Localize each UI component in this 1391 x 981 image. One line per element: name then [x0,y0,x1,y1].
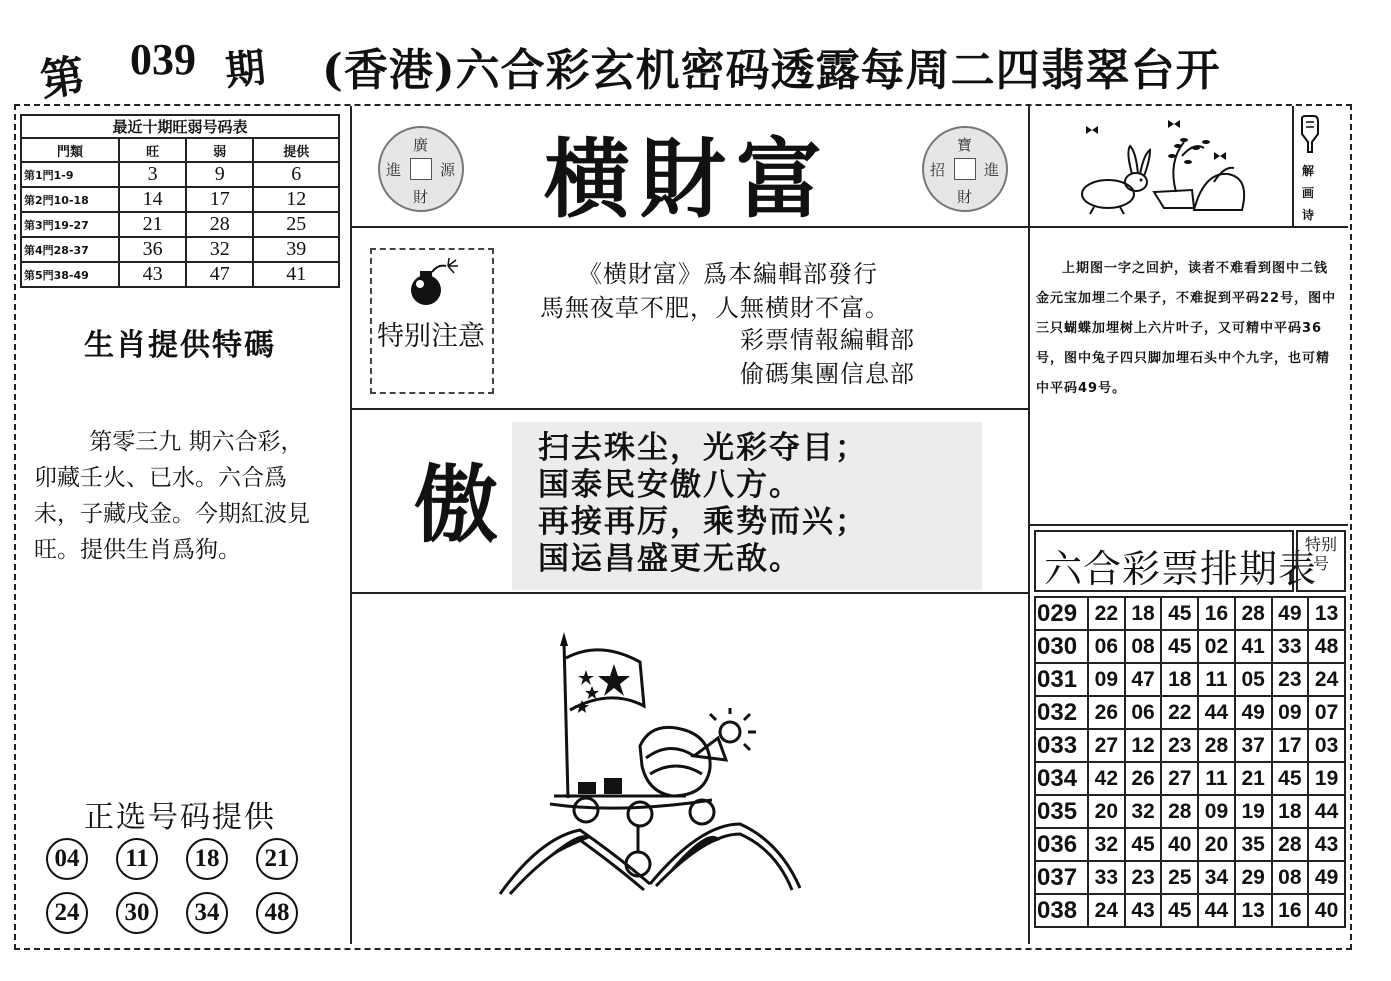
schedule-row [1035,696,1345,729]
number-cell: 08 [1272,861,1309,894]
number-cell: 28 [1198,729,1235,762]
table-row [21,237,339,262]
coin-char: 寶 [957,136,973,154]
column-header: 旺 [119,138,186,162]
special-number-cell: 03 [1308,729,1345,762]
cell-wang: 43 [119,262,186,287]
period-cell: 037 [1035,861,1088,894]
cell-ruo: 28 [186,212,253,237]
number-cell: 28 [1272,828,1309,861]
number-cell: 17 [1272,729,1309,762]
cell-tigong: 25 [253,212,339,237]
number-cell: 13 [1235,894,1272,927]
period-cell: 036 [1035,828,1088,861]
number-cell: 12 [1125,729,1162,762]
number-cell: 11 [1198,663,1235,696]
special-number-cell: 13 [1308,597,1345,630]
number-cell: 23 [1272,663,1309,696]
schedule-title: 六合彩票排期表 [1044,547,1318,591]
schedule-row [1035,762,1345,795]
cell-wang: 36 [119,237,186,262]
number-cell: 18 [1272,795,1309,828]
hot-cold-table [20,114,340,288]
number-cell: 05 [1235,663,1272,696]
schedule-row [1035,861,1345,894]
number-cell: 27 [1161,762,1198,795]
divider-explain [1030,524,1348,526]
column-header: 提供 [253,138,339,162]
number-cell: 06 [1125,696,1162,729]
number-cell: 32 [1125,795,1162,828]
number-cell: 35 [1235,828,1272,861]
number-cell: 24 [1088,894,1125,927]
table-row [21,262,339,287]
number-cell: 16 [1272,894,1309,927]
number-cell: 32 [1088,828,1125,861]
number-cell: 45 [1272,762,1309,795]
coin-char: 源 [440,161,456,179]
schedule-row [1035,894,1345,927]
coin-char: 招 [930,161,946,179]
number-cell: 49 [1235,696,1272,729]
schedule-row [1035,630,1345,663]
coin-char: 進 [984,161,1000,179]
zodiac-text: 第零三九 期六合彩，卯藏壬火、已水。六合爲未，子藏戌金。今期紅波見旺。提供生肖爲狗。 [34,429,310,563]
flag-cart-illustration [480,628,820,904]
poem [538,430,868,578]
rabbit-illustration [1064,112,1268,222]
period-cell: 029 [1035,597,1088,630]
number-cell: 18 [1125,597,1162,630]
number-cell: 02 [1198,630,1235,663]
poem-picture-label: 解画诗 [1301,164,1314,222]
number-cell: 40 [1161,828,1198,861]
cell-wang: 3 [119,162,186,187]
coin-char: 廣 [413,136,429,154]
special-number-cell: 07 [1308,696,1345,729]
zodiac-title: 生肖提供特碼 [84,328,276,363]
schedule-row [1035,663,1345,696]
number-cell: 43 [1125,894,1162,927]
number-cell: 21 [1235,762,1272,795]
row-label: 第1門1-9 [21,162,119,187]
cell-tigong: 6 [253,162,339,187]
special-number-label: 特别号 [1296,530,1346,592]
poem-line: 扫去珠尘，光彩夺目； [538,430,868,466]
number-cell: 09 [1272,696,1309,729]
number-cell: 22 [1088,597,1125,630]
number-ball: 04 [46,838,88,880]
number-cell: 22 [1161,696,1198,729]
poem-line: 再接再厉，乘势而兴； [538,504,868,540]
divider-jie [1292,106,1294,226]
notice-label: 特别注意 [377,321,485,352]
number-cell: 26 [1125,762,1162,795]
number-cell: 33 [1088,861,1125,894]
explanation-text: 上期图一字之回护，读者不难看到图中二钱金元宝加埋二个果子，不难捉到平码22号，图中三只蝴蝶加埋树上六片叶子，又可精中平码36号，图中兔子四只脚加埋石头中个九字，也可精中平码49号。 [1036,261,1337,396]
page-title: (香港)六合彩玄机密码透露每周二四翡翠台开 [322,45,1221,96]
coin-hole [954,158,976,180]
poem-line: 国泰民安傲八方。 [538,467,802,503]
cell-tigong: 39 [253,237,339,262]
number-cell: 09 [1198,795,1235,828]
divider-notice [352,408,1028,410]
period-cell: 038 [1035,894,1088,927]
table-row [21,162,339,187]
period-cell: 035 [1035,795,1088,828]
number-cell: 44 [1198,894,1235,927]
schedule-row [1035,597,1345,630]
number-cell: 11 [1198,762,1235,795]
coin-left [378,126,464,212]
number-cell: 28 [1161,795,1198,828]
cell-tigong: 41 [253,262,339,287]
number-ball: 11 [116,838,158,880]
cell-tigong: 12 [253,187,339,212]
divider-poem [352,592,1028,594]
coin-char: 財 [413,188,429,206]
number-ball: 48 [256,892,298,934]
notice-line: 《横財富》爲本編輯部發行 [578,260,878,288]
column-header: 門類 [21,138,119,162]
issue-prefix: 第 [37,50,88,107]
coin-right [922,126,1008,212]
column-header: 弱 [186,138,253,162]
number-cell: 23 [1125,861,1162,894]
cell-ruo: 47 [186,262,253,287]
schedule-row [1035,795,1345,828]
cell-ruo: 17 [186,187,253,212]
number-cell: 19 [1235,795,1272,828]
schedule-row [1035,828,1345,861]
notice-line: 馬無夜草不肥，人無横財不富。 [540,294,890,322]
row-label: 第5門38-49 [21,262,119,287]
number-cell: 42 [1088,762,1125,795]
divider-picture [1030,226,1348,228]
special-number-cell: 49 [1308,861,1345,894]
special-number-cell: 40 [1308,894,1345,927]
special-number-cell: 19 [1308,762,1345,795]
number-cell: 47 [1125,663,1162,696]
poem-line: 国运昌盛更无敌。 [538,541,802,577]
special-number-cell: 43 [1308,828,1345,861]
number-cell: 33 [1272,630,1309,663]
number-ball: 34 [186,892,228,934]
number-cell: 45 [1161,630,1198,663]
number-cell: 41 [1235,630,1272,663]
period-cell: 033 [1035,729,1088,762]
row-label: 第4門28-37 [21,237,119,262]
number-cell: 45 [1161,597,1198,630]
number-cell: 37 [1235,729,1272,762]
number-cell: 26 [1088,696,1125,729]
number-cell: 45 [1161,894,1198,927]
special-number-cell: 44 [1308,795,1345,828]
number-ball: 21 [256,838,298,880]
cell-ruo: 32 [186,237,253,262]
header [37,28,1360,107]
number-cell: 34 [1198,861,1235,894]
poem-key-char: 傲 [414,455,499,554]
bomb-icon [404,256,460,312]
coin-char: 財 [957,188,973,206]
number-cell: 20 [1198,828,1235,861]
number-cell: 45 [1125,828,1162,861]
number-cell: 28 [1235,597,1272,630]
table-row [21,212,339,237]
number-cell: 27 [1088,729,1125,762]
schedule-row [1035,729,1345,762]
pick-numbers [38,838,328,934]
number-cell: 06 [1088,630,1125,663]
cell-wang: 14 [119,187,186,212]
cell-wang: 21 [119,212,186,237]
period-cell: 030 [1035,630,1088,663]
pointing-hand-icon [1298,114,1320,154]
number-cell: 49 [1272,597,1309,630]
period-cell: 032 [1035,696,1088,729]
logo-title: 横財富 [544,129,832,230]
period-cell: 031 [1035,663,1088,696]
row-label: 第3門19-27 [21,212,119,237]
special-number-cell: 48 [1308,630,1345,663]
number-cell: 16 [1198,597,1235,630]
number-ball: 18 [186,838,228,880]
coin-hole [410,158,432,180]
period-cell: 034 [1035,762,1088,795]
issue-suffix: 期 [222,44,268,95]
divider-left [350,106,352,944]
number-cell: 09 [1088,663,1125,696]
number-ball: 30 [116,892,158,934]
cell-ruo: 9 [186,162,253,187]
number-cell: 18 [1161,663,1198,696]
coin-char: 進 [386,161,402,179]
notice-line: 偷碼集團信息部 [740,360,915,388]
number-cell: 25 [1161,861,1198,894]
number-cell: 44 [1198,696,1235,729]
pick-title: 正选号码提供 [84,800,276,835]
number-cell: 20 [1088,795,1125,828]
number-cell: 08 [1125,630,1162,663]
notice-line: 彩票情報編輯部 [740,326,915,354]
issue-number: 039 [130,35,196,84]
table-header [21,138,339,162]
schedule-title-box [1034,530,1318,592]
row-label: 第2門10-18 [21,187,119,212]
table-row [21,187,339,212]
number-cell: 29 [1235,861,1272,894]
schedule-table [1034,596,1346,928]
special-number-cell: 24 [1308,663,1345,696]
number-cell: 23 [1161,729,1198,762]
table-title: 最近十期旺弱号码表 [21,115,339,138]
number-ball: 24 [46,892,88,934]
